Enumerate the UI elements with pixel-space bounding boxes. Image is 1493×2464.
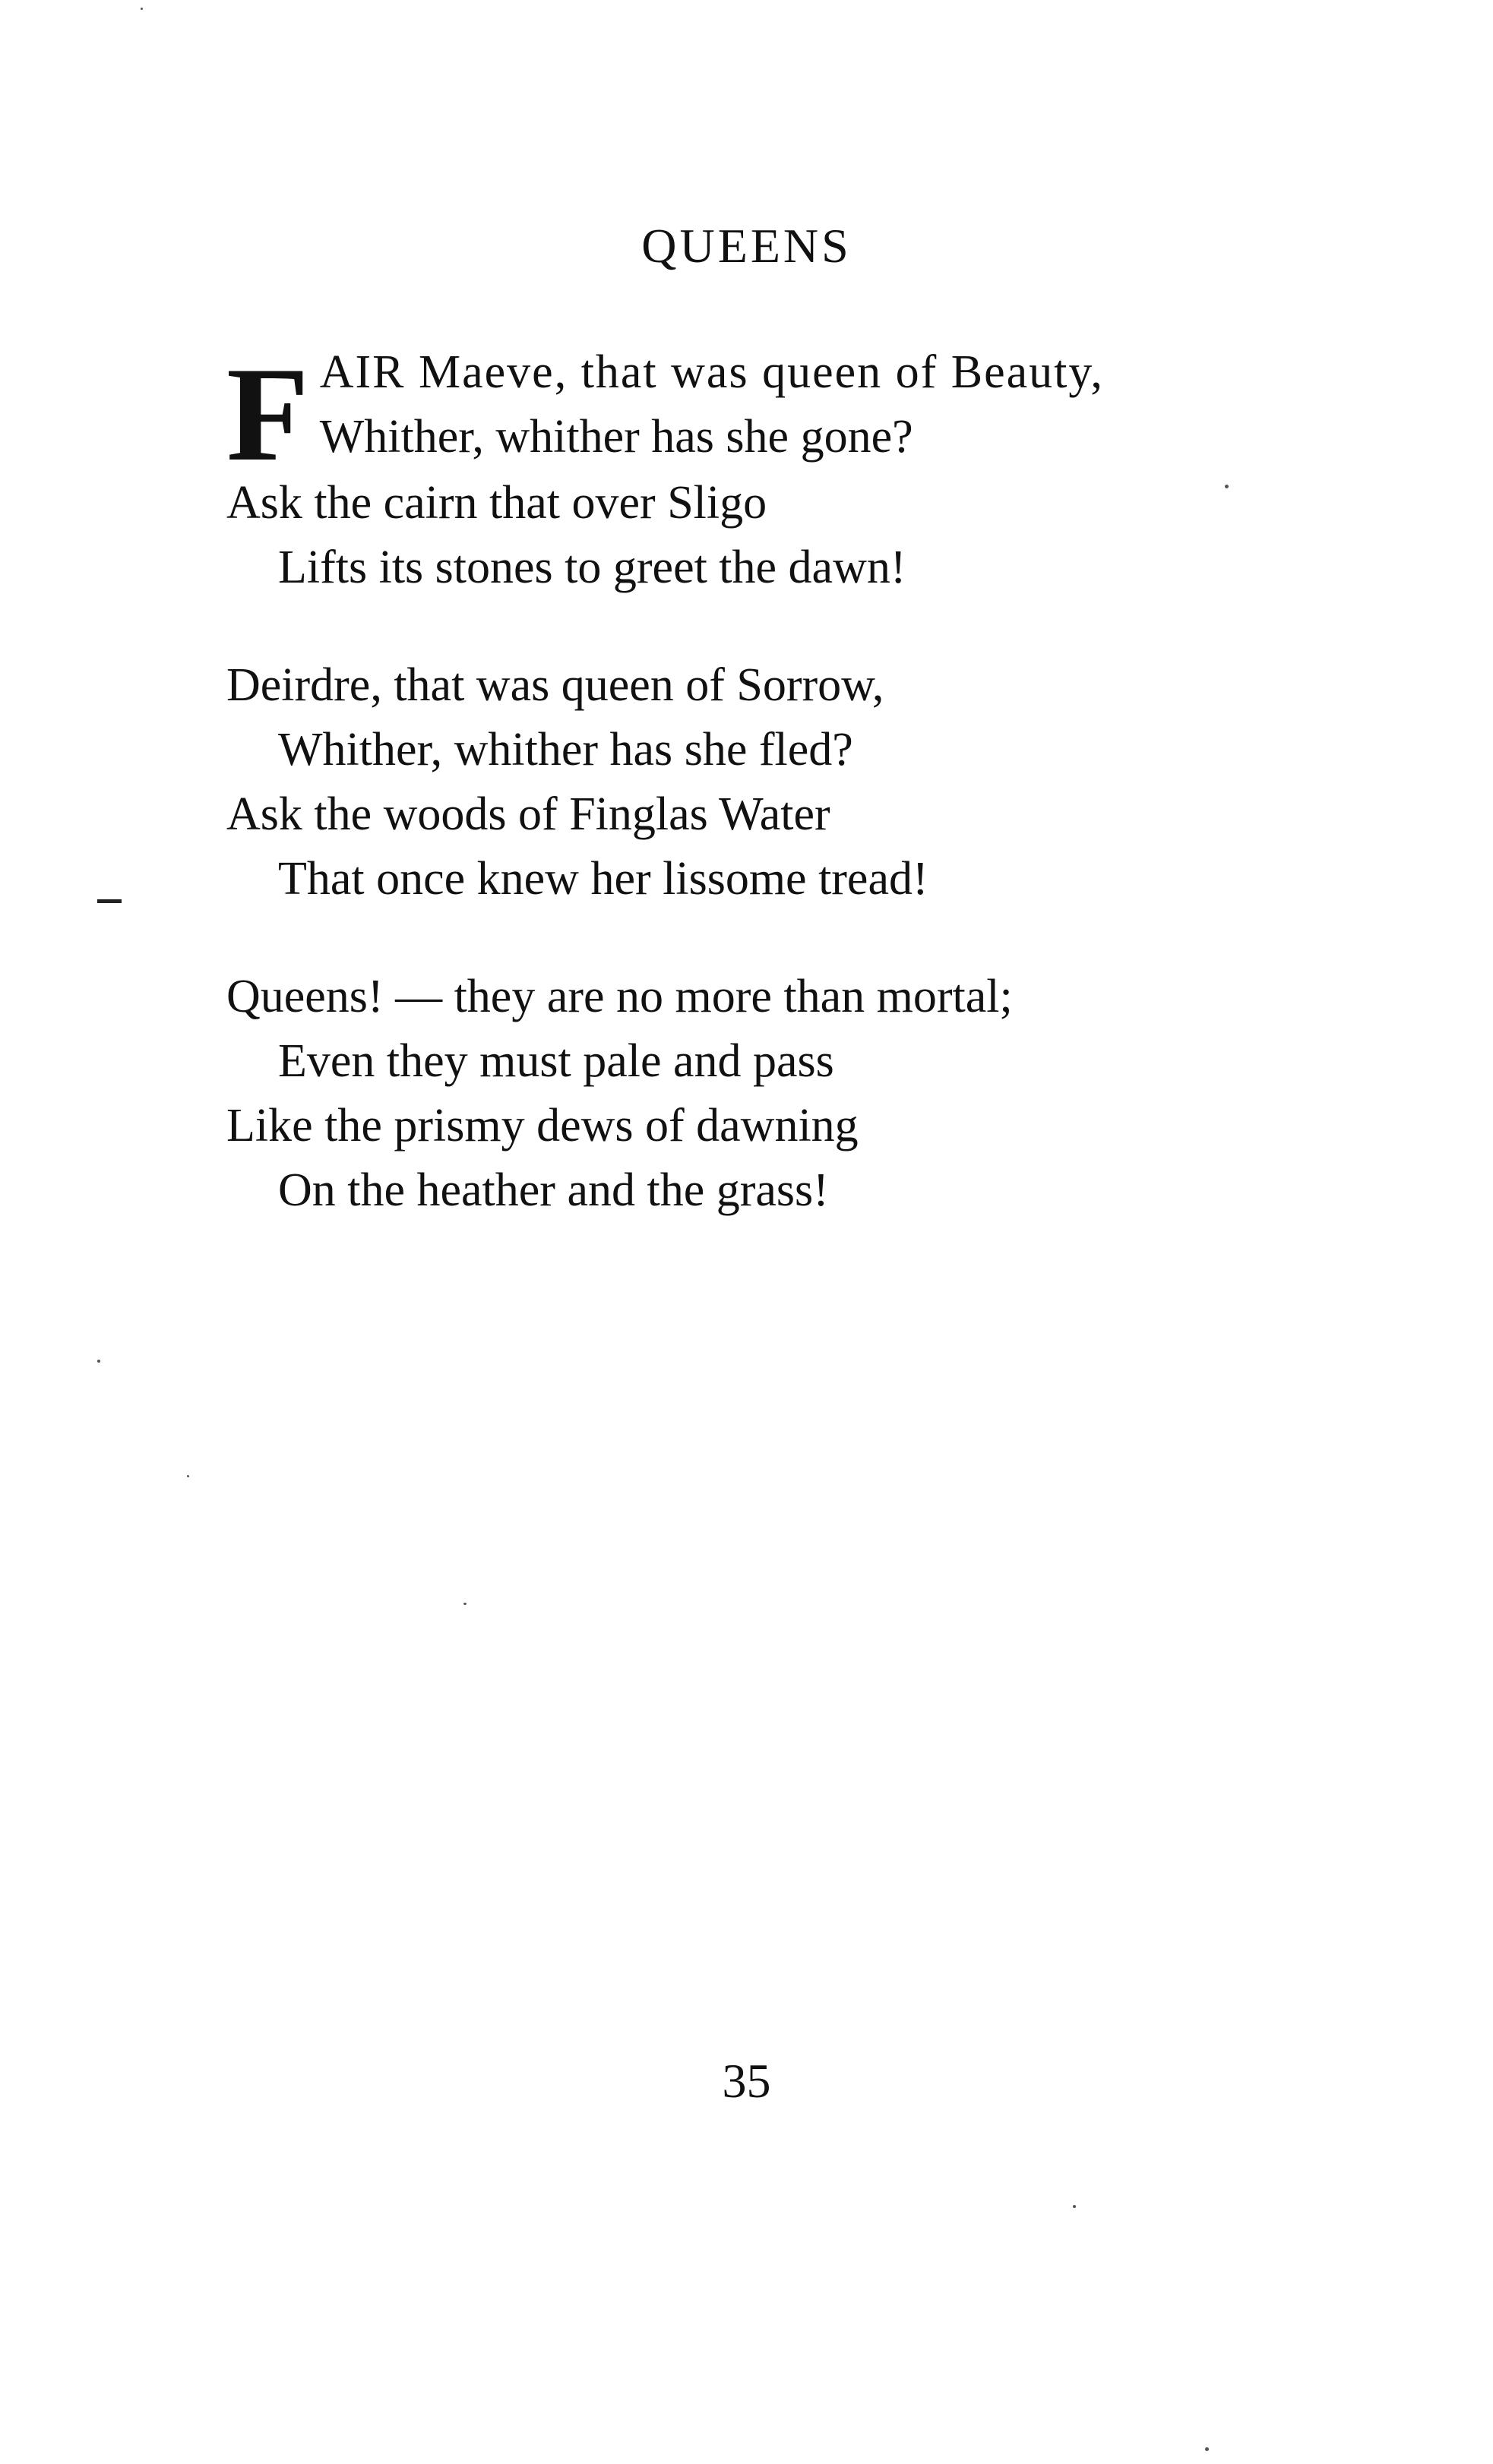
poem-title: QUEENS [641, 219, 852, 273]
scan-speck [1225, 485, 1229, 488]
poem-line: Like the prismy dews of dawning [226, 1100, 859, 1151]
scan-speck [1073, 2205, 1076, 2208]
poem-line: AIR Maeve, that was queen of Beauty, [319, 346, 1104, 398]
poem-line: On the heather and the grass! [278, 1164, 829, 1216]
poem-line: Whither, whither has she fled? [278, 724, 853, 776]
scan-speck [141, 8, 143, 10]
scan-speck [463, 1603, 467, 1605]
stanza-2 [226, 653, 1328, 911]
scan-speck [187, 1475, 189, 1477]
stanza-3 [226, 965, 1328, 1223]
poem-line: That once knew her lissome tread! [278, 853, 928, 905]
scan-speck [1205, 2447, 1209, 2451]
poem-line: Queens! — they are no more than mortal; [226, 971, 1013, 1022]
poem-line: Whither, whither has she gone? [319, 411, 913, 463]
poem-line: Lifts its stones to greet the dawn! [278, 542, 906, 593]
stanza-1 [226, 340, 1328, 600]
page-number: 35 [722, 2054, 771, 2108]
poem-line: Ask the woods of Finglas Water [226, 788, 830, 840]
poem-line: Even they must pale and pass [278, 1035, 834, 1087]
scan-speck [97, 1360, 100, 1363]
poem-line: Deirdre, that was queen of Sorrow, [226, 659, 884, 711]
scan-mark-dash [97, 899, 122, 903]
poem-body [226, 340, 1328, 1276]
poem-line: Ask the cairn that over Sligo [226, 477, 767, 529]
drop-cap-letter: F [226, 339, 309, 489]
